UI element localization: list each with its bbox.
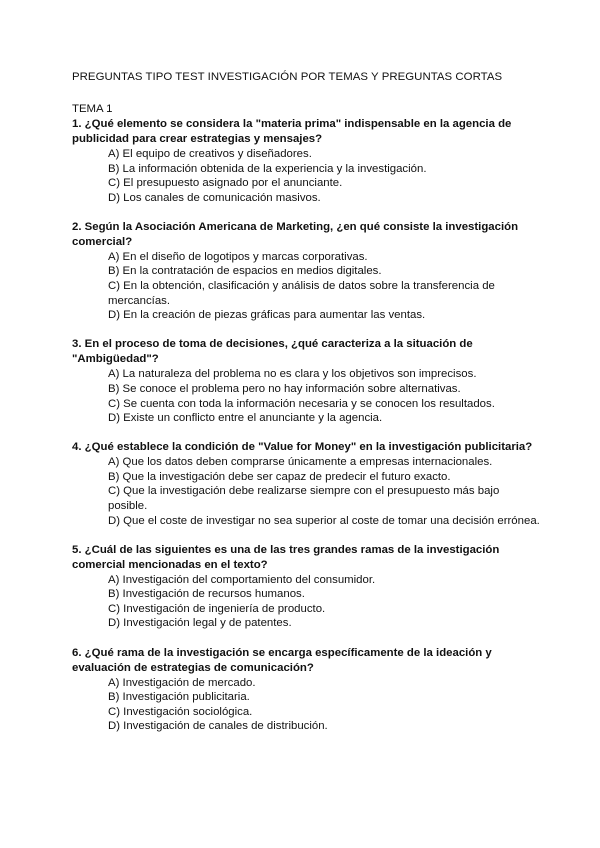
answer-option-b: B) Se conoce el problema pero no hay información sobre alternativas.	[108, 382, 461, 395]
answer-option-a: A) La naturaleza del problema no es clara y los objetivos son imprecisos.	[108, 368, 477, 381]
answer-options	[72, 250, 540, 323]
answer-option-a: A) Investigación de mercado.	[108, 676, 256, 689]
question-text: 3. En el proceso de toma de decisiones, ¿qué caracteriza a la situación de "Ambigüedad"?	[72, 338, 473, 366]
answer-option-a: A) Investigación del comportamiento del consumidor.	[108, 573, 376, 586]
answer-option-a: A) En el diseño de logotipos y marcas corporativas.	[108, 250, 368, 263]
answer-option-c: C) Se cuenta con toda la información necesaria y se conocen los resultados.	[108, 397, 495, 410]
answer-option-c: C) Que la investigación debe realizarse siempre con el presupuesto más bajo posible.	[108, 485, 500, 512]
document-title: PREGUNTAS TIPO TEST INVESTIGACIÓN POR TEMAS Y PREGUNTAS CORTAS	[72, 71, 503, 83]
answer-option-d: D) Investigación legal y de patentes.	[108, 617, 292, 630]
question-text: 1. ¿Qué elemento se considera la "materia prima" indispensable en la agencia de publicidad para crear estrategias y mensajes?	[72, 118, 512, 145]
question-text: 2. Según la Asociación Americana de Marketing, ¿en qué consiste la investigación comercial?	[72, 220, 519, 248]
answer-option-a: A) El equipo de creativos y diseñadores.	[108, 148, 312, 160]
answer-option-d: D) Investigación de canales de distribución.	[108, 720, 328, 733]
answer-option-d: D) Que el coste de investigar no sea superior al coste de tomar una decisión errónea.	[108, 514, 540, 527]
answer-option-b: B) La información obtenida de la experiencia y la investigación.	[108, 162, 427, 175]
question-4	[72, 440, 540, 528]
answer-option-c: C) Investigación sociológica.	[108, 705, 253, 718]
answer-option-c: C) Investigación de ingeniería de producto.	[108, 602, 326, 615]
answer-option-d: D) Existe un conflicto entre el anunciante y la agencia.	[108, 412, 383, 425]
answer-option-b: B) Investigación de recursos humanos.	[108, 588, 305, 601]
question-text: 5. ¿Cuál de las siguientes es una de las tres grandes ramas de la investigación comercial mencionadas en el texto?	[72, 543, 500, 571]
topic-heading: TEMA 1	[72, 103, 113, 115]
answer-option-c: C) En la obtención, clasificación y análisis de datos sobre la transferencia de mercancías.	[108, 280, 495, 307]
answer-option-b: B) Investigación publicitaria.	[108, 691, 250, 704]
answer-options	[72, 367, 540, 425]
question-3	[72, 337, 540, 425]
question-1	[72, 117, 540, 205]
answer-options	[72, 455, 540, 528]
question-6	[72, 646, 540, 734]
answer-option-d: D) En la creación de piezas gráficas para aumentar las ventas.	[108, 309, 426, 322]
answer-option-b: B) En la contratación de espacios en medios digitales.	[108, 265, 382, 278]
answer-option-d: D) Los canales de comunicación masivos.	[108, 191, 321, 204]
answer-option-a: A) Que los datos deben comprarse únicamente a empresas internacionales.	[108, 456, 493, 469]
answer-options	[72, 573, 540, 631]
answer-options	[72, 147, 540, 205]
answer-options	[72, 676, 540, 734]
question-5	[72, 543, 540, 631]
answer-option-c: C) El presupuesto asignado por el anunciante.	[108, 177, 343, 190]
question-text: 6. ¿Qué rama de la investigación se encarga específicamente de la ideación y evaluación de estrategias de comunicación?	[72, 646, 492, 674]
question-text: 4. ¿Qué establece la condición de "Value for Money" en la investigación publicitaria?	[72, 441, 533, 454]
answer-option-b: B) Que la investigación debe ser capaz de predecir el futuro exacto.	[108, 470, 451, 483]
question-2	[72, 220, 540, 323]
